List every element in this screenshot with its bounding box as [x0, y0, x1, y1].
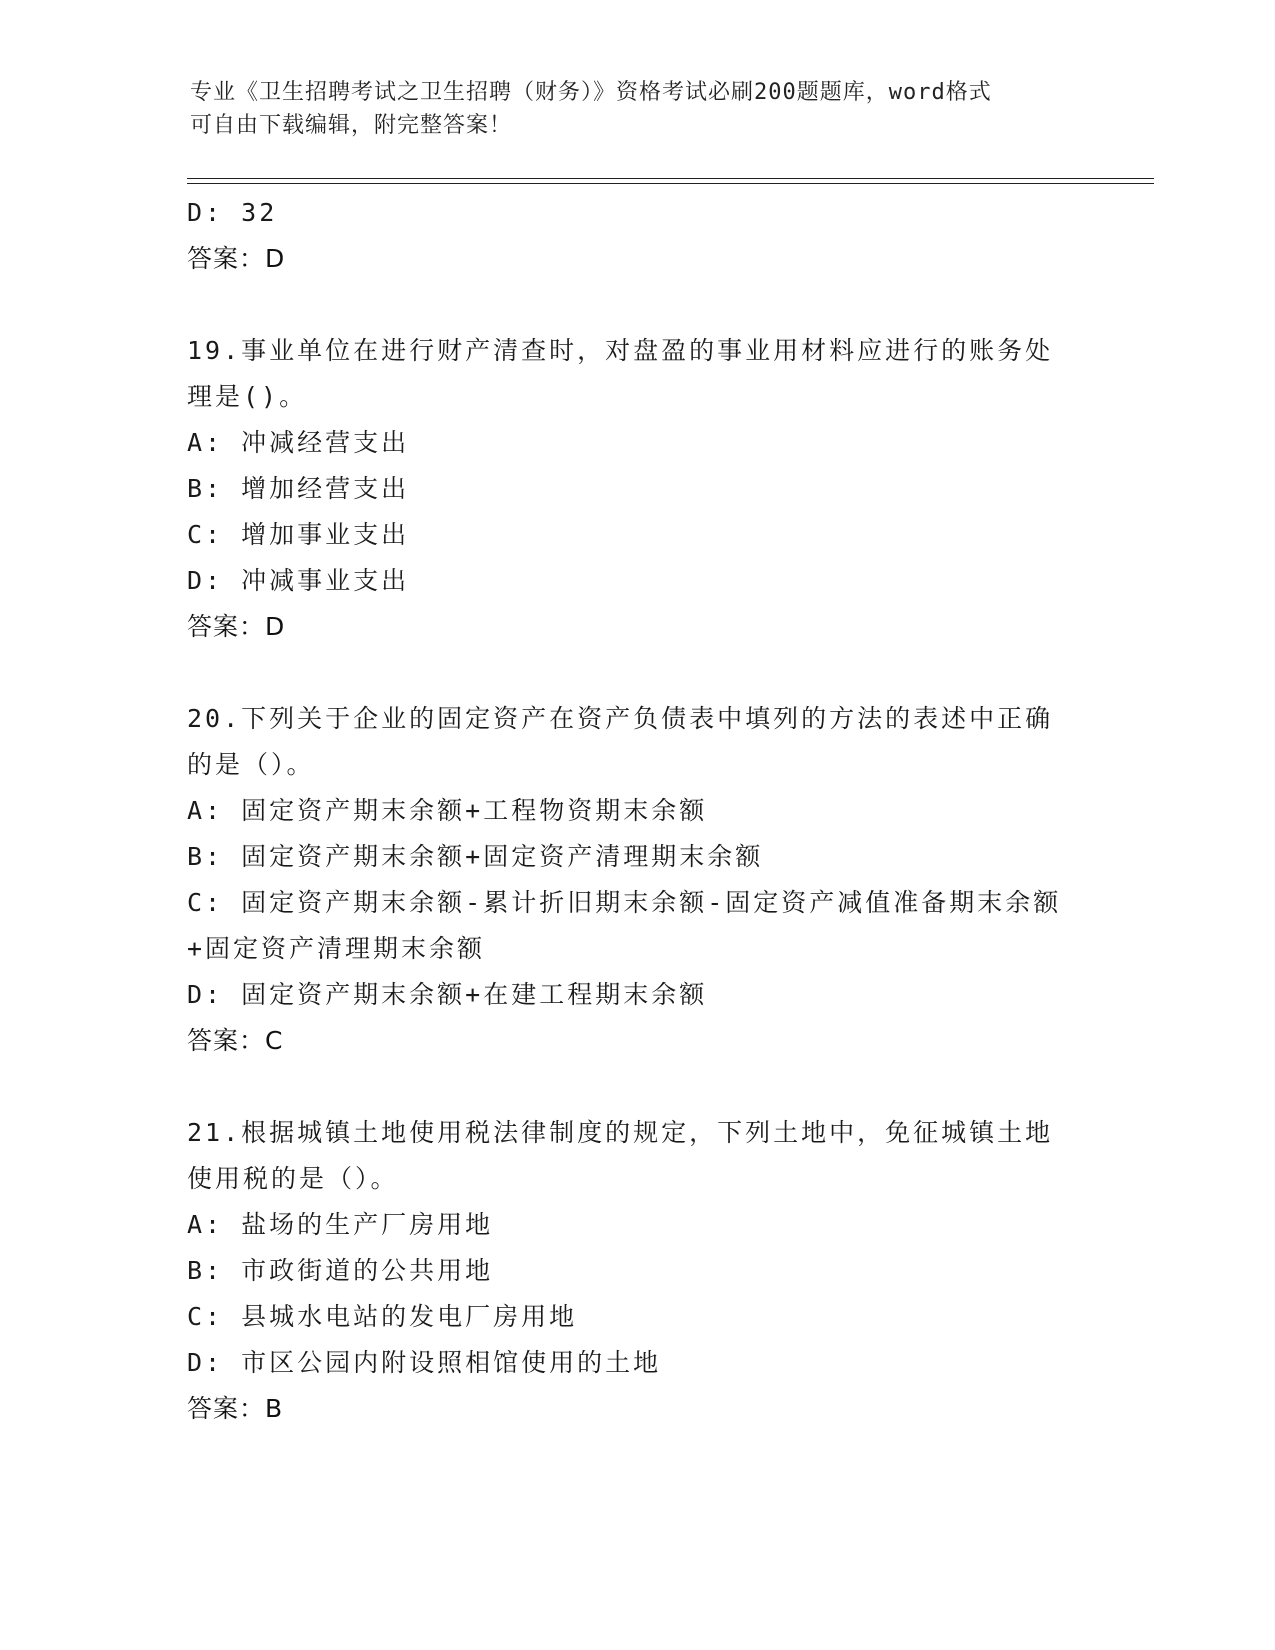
answer-line: 答案：C [187, 1026, 284, 1055]
option-c: C: 县城水电站的发电厂房用地 [187, 1302, 578, 1331]
question-text: 20.下列关于企业的固定资产在资产负债表中填列的方法的表述中正确 [187, 704, 1054, 733]
answer-line: 答案：B [187, 1394, 284, 1423]
option-a: A: 固定资产期末余额+工程物资期末余额 [187, 796, 708, 825]
option-a: A: 冲减经营支出 [187, 428, 410, 457]
question-21 [187, 1110, 1087, 1432]
header-divider-bottom [187, 183, 1154, 184]
header-line-2: 可自由下载编辑，附完整答案！ [190, 113, 513, 138]
answer-line: 答案：D [187, 244, 286, 273]
header-line-1: 专业《卫生招聘考试之卫生招聘（财务）》资格考试必刷200题题库，word格式 [190, 80, 992, 105]
question-text-cont: 理是()。 [187, 382, 308, 411]
option-d: D: 32 [187, 198, 278, 227]
document-header [190, 76, 1070, 142]
answer-line: 答案：D [187, 612, 286, 641]
question-text: 19.事业单位在进行财产清查时，对盘盈的事业用材料应进行的账务处 [187, 336, 1054, 365]
option-d: D: 市区公园内附设照相馆使用的土地 [187, 1348, 662, 1377]
question-list [187, 190, 1087, 1432]
option-c-cont: +固定资产清理期末余额 [187, 934, 486, 963]
option-b: B: 市政街道的公共用地 [187, 1256, 494, 1285]
question-19 [187, 328, 1087, 650]
question-text-cont: 的是（）。 [187, 750, 315, 779]
question-20 [187, 696, 1087, 1064]
option-c: C: 增加事业支出 [187, 520, 410, 549]
question-text-cont: 使用税的是（）。 [187, 1164, 399, 1193]
previous-question-tail [187, 190, 1087, 282]
option-d: D: 冲减事业支出 [187, 566, 410, 595]
option-d: D: 固定资产期末余额+在建工程期末余额 [187, 980, 708, 1009]
option-a: A: 盐场的生产厂房用地 [187, 1210, 494, 1239]
header-divider-top [187, 178, 1154, 179]
option-b: B: 固定资产期末余额+固定资产清理期末余额 [187, 842, 764, 871]
option-c: C: 固定资产期末余额-累计折旧期末余额-固定资产减值准备期末余额 [187, 888, 1062, 917]
option-b: B: 增加经营支出 [187, 474, 410, 503]
question-text: 21.根据城镇土地使用税法律制度的规定，下列土地中，免征城镇土地 [187, 1118, 1054, 1147]
